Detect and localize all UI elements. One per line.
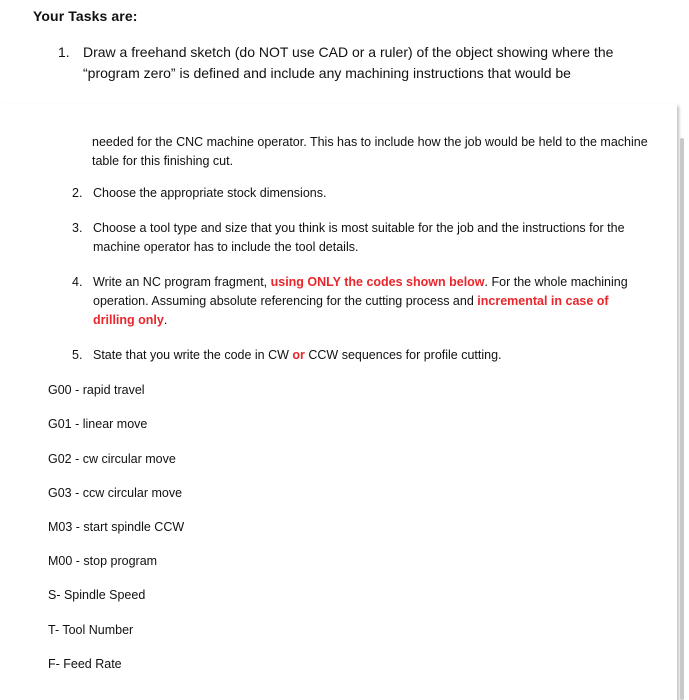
task-number: 1. [58,44,70,60]
task-text-part: . [163,313,168,327]
highlight-text: or [292,348,305,362]
code-item-s: S- Spindle Speed [48,588,146,602]
code-item-m00: M00 - stop program [48,554,158,568]
task-number: 4. [72,275,83,289]
task-item-3 [72,219,642,257]
code-item-m03: M03 - start spindle CCW [48,520,185,534]
task-number: 3. [72,221,83,235]
task-item-2 [72,184,642,203]
task-text-part: CCW sequences for profile cutting. [304,348,502,362]
code-item-f: F- Feed Rate [48,657,122,671]
task-text [93,346,642,365]
task-item-1-continuation: needed for the CNC machine operator. This has to include how the job would be held to the machine table for this finishing cut. [92,135,648,168]
code-item-t: T- Tool Number [48,623,134,637]
code-item-g01: G01 - linear move [48,417,148,431]
task-text: Draw a freehand sketch (do NOT use CAD or a ruler) of the object showing where the “program zero” is defined and include any machining instructions that would be [83,44,614,81]
task-text: Choose the appropriate stock dimensions. [93,186,327,200]
task-text [93,273,642,330]
task-item-4 [72,273,642,330]
task-text-part: Write an NC program fragment, [93,275,271,289]
task-number: 5. [72,348,83,362]
task-item-1 [58,42,658,84]
highlight-text: incremental in case of drilling only [93,294,609,327]
task-text-part: . For the whole machining operation. Assuming absolute referencing for the cutting process and [93,275,628,308]
task-number: 2. [72,186,83,200]
highlight-text: using ONLY the codes shown below [270,275,485,289]
task-text: Choose a tool type and size that you think is most suitable for the job and the instructions for the machine operator has to include the tool details. [93,221,625,254]
scrollbar[interactable] [680,138,684,700]
task-item-5 [72,346,642,365]
heading: Your Tasks are: [33,8,138,24]
task-text-part: State that you write the code in CW [93,348,293,362]
code-item-g00: G00 - rapid travel [48,383,145,397]
code-item-g02: G02 - cw circular move [48,452,176,466]
code-item-g03: G03 - ccw circular move [48,486,183,500]
